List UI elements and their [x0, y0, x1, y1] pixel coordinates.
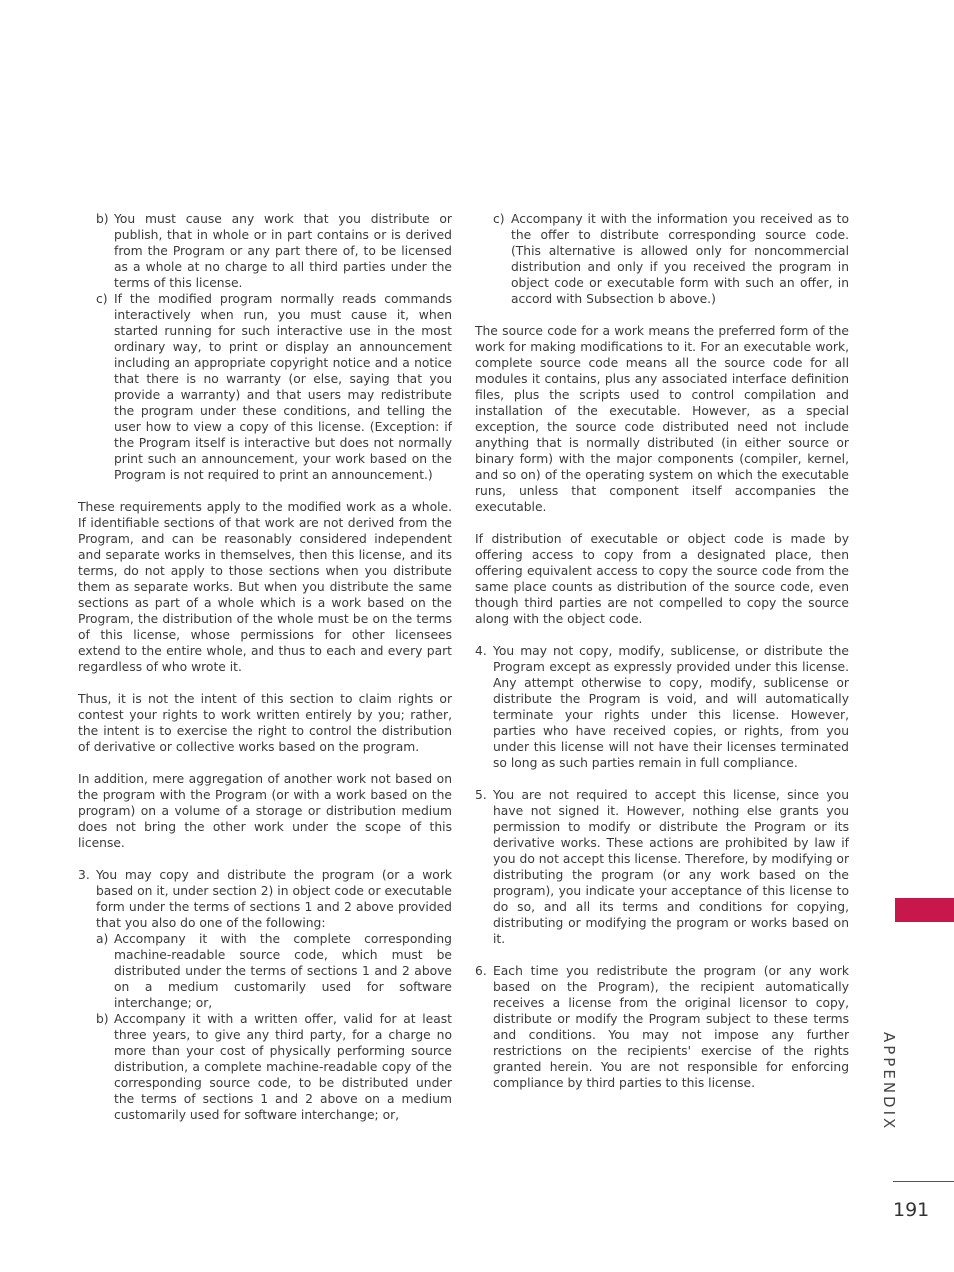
clause-c-info [493, 211, 849, 307]
clause-a [96, 931, 452, 1011]
page-number-rule [893, 1181, 954, 1182]
paragraph: These requirements apply to the modified work as a whole. If identifiable sections of that work are not derived from the Program, and can be reasonably considered independent and separate works in themselves, then this license, and its terms, do not apply to those sections when you distribute them as separate works. But when you distribute the same sections as part of a whole which is a work based on the Program, the distribution of the whole must be on the terms of this license, whose permissions for other licensees extend to the entire whole, and thus to each and every part regardless of who wrote it. [78, 500, 452, 674]
clause-marker: c) [96, 292, 108, 306]
clause-marker: b) [96, 1012, 109, 1026]
section-tab-marker [895, 898, 954, 922]
item-text: You are not required to accept this license, since you have not signed it. However, nothing else grants you permission to modify or distribute the Program or its derivative works. These actions are prohibited by law if you do not accept this license. Therefore, by modifying or distributing the program (or any work based on the program), you indicate your acceptance of this license to do so, and all its terms and conditions for copying, distributing or modifying the program or works based on it. [493, 788, 849, 946]
clause-marker: c) [493, 212, 505, 226]
item-number: 4. [475, 644, 487, 658]
clause-c [96, 291, 452, 483]
numbered-item-6 [475, 963, 849, 1091]
left-column [78, 211, 452, 1123]
clause-text: Accompany it with a written offer, valid for at least three years, to give any third party, for a charge no more than your cost of physically performing source distribution, a complete machine-readable copy of the corresponding source code, to be distributed under the terms of sections 1 and 2 above on a medium customarily used for software interchange; or, [114, 1012, 452, 1122]
clause-b-offer [96, 1011, 452, 1123]
item-text: You may not copy, modify, sublicense, or distribute the Program except as expressly provided under this license. Any attempt otherwise to copy, modify, sublicense or distribute the Program is void, and will automatically terminate your rights under this license. However, parties who have received copies, or rights, from you under this license will not have their licenses terminated so long as such parties remain in full compliance. [493, 644, 849, 770]
paragraph: In addition, mere aggregation of another work not based on the program with the Program (or with a work based on the program) on a volume of a storage or distribution medium does not bring the other work under the scope of this license. [78, 772, 452, 850]
page-number: 191 [893, 1199, 930, 1221]
clause-b [96, 211, 452, 291]
right-column [475, 211, 849, 1091]
numbered-item-3 [78, 867, 452, 931]
item-text: Each time you redistribute the program (or any work based on the Program), the recipient automatically receives a license from the original licensor to copy, distribute or modify the Program subject to these terms and conditions. You may not impose any further restrictions on the recipients' exercise of the rights granted herein. You are not responsible for enforcing compliance by third parties to this license. [493, 964, 849, 1090]
numbered-item-4 [475, 643, 849, 771]
clause-marker: b) [96, 212, 109, 226]
clause-text: Accompany it with the complete corresponding machine-readable source code, which must be distributed under the terms of sections 1 and 2 above on a medium customarily used for software interchange; or, [114, 932, 452, 1010]
clause-marker: a) [96, 932, 109, 946]
clause-text: Accompany it with the information you received as to the offer to distribute corresponding source code. (This alternative is allowed only for noncommercial distribution and only if you received the program in object code or executable form with such an offer, in accord with Subsection b above.) [511, 212, 849, 306]
section-label: APPENDIX [880, 1032, 898, 1132]
paragraph: If distribution of executable or object code is made by offering access to copy from a designated place, then offering equivalent access to copy the source code from the same place counts as distribution of the source code, even though third parties are not compelled to copy the source along with the object code. [475, 532, 849, 626]
item-number: 5. [475, 788, 487, 802]
item-text: You may copy and distribute the program (or a work based on it, under section 2) in object code or executable form under the terms of sections 1 and 2 above provided that you also do one of the following: [96, 868, 452, 930]
paragraph: Thus, it is not the intent of this section to claim rights or contest your rights to work written entirely by you; rather, the intent is to exercise the right to control the distribution of derivative or collective works based on the program. [78, 692, 452, 754]
item-number: 6. [475, 964, 487, 978]
clause-text: You must cause any work that you distribute or publish, that in whole or in part contains or is derived from the Program or any part there of, to be licensed as a whole at no charge to all third parties under the terms of this license. [114, 212, 452, 290]
clause-text: If the modified program normally reads commands interactively when run, you must cause it, when started running for such interactive use in the most ordinary way, to print or display an announcement including an appropriate copyright notice and a notice that there is no warranty (or else, saying that you provide a warranty) and that users may redistribute the program under these conditions, and telling the user how to view a copy of this license. (Exception: if the Program itself is interactive but does not normally print such an announcement, your work based on the Program is not required to print an announcement.) [114, 292, 452, 482]
numbered-item-5 [475, 787, 849, 947]
item-number: 3. [78, 868, 90, 882]
paragraph: The source code for a work means the preferred form of the work for making modifications to it. For an executable work, complete source code means all the source code for all modules it contains, plus any associated interface definition files, plus the scripts used to control compilation and installation of the executable. However, as a special exception, the source code distributed need not include anything that is normally distributed (in either source or binary form) with the major components (compiler, kernel, and so on) of the operating system on which the executable runs, unless that component itself accompanies the executable. [475, 324, 849, 514]
